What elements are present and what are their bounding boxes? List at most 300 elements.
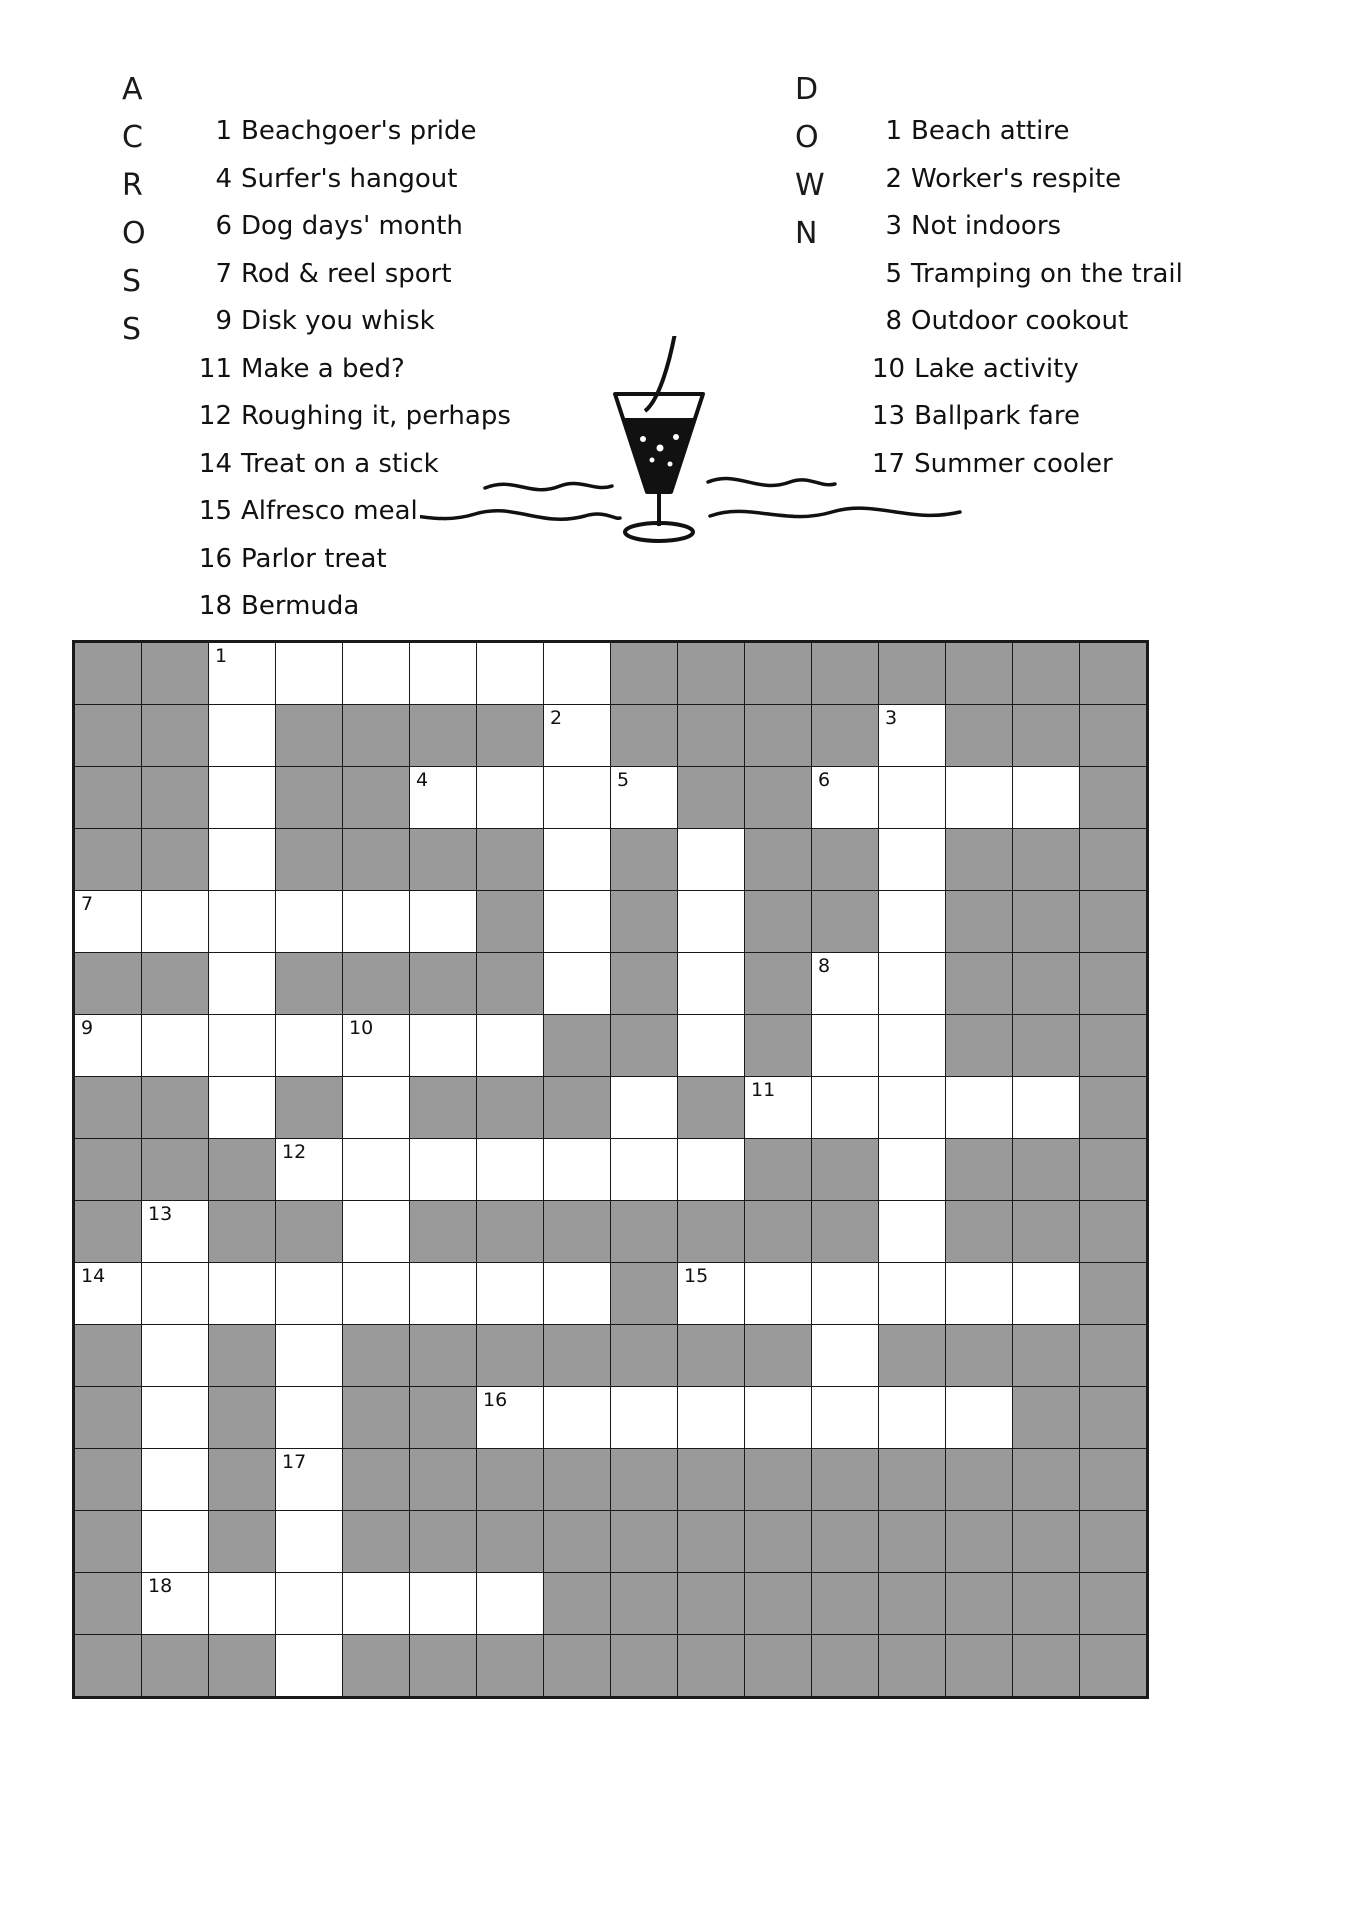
- clues-section: [0, 46, 1350, 621]
- clue-text: Treat on a stick: [241, 448, 439, 479]
- grid-open-cell[interactable]: [276, 1573, 343, 1635]
- grid-block-cell: [276, 705, 343, 767]
- grid-block-cell: [1013, 1139, 1080, 1201]
- across-heading-letter: C: [122, 120, 144, 155]
- grid-open-cell[interactable]: [142, 891, 209, 953]
- clue-across-11[interactable]: [198, 346, 668, 394]
- grid-open-cell[interactable]: [142, 1263, 209, 1325]
- grid-block-cell: [812, 643, 879, 705]
- grid-open-cell[interactable]: [745, 1263, 812, 1325]
- grid-open-cell[interactable]: [678, 1263, 745, 1325]
- grid-row: [75, 1387, 1147, 1449]
- grid-open-cell[interactable]: [1013, 767, 1080, 829]
- grid-open-cell[interactable]: [276, 1635, 343, 1697]
- clue-across-18[interactable]: [198, 583, 668, 631]
- grid-block-cell: [1013, 643, 1080, 705]
- grid-open-cell[interactable]: [946, 767, 1013, 829]
- grid-open-cell[interactable]: [879, 891, 946, 953]
- grid-cell-number: 9: [81, 1017, 94, 1039]
- grid-open-cell[interactable]: [410, 643, 477, 705]
- grid-row: [75, 705, 1147, 767]
- grid-open-cell[interactable]: [75, 1015, 142, 1077]
- grid-block-cell: [1013, 1635, 1080, 1697]
- grid-open-cell[interactable]: [343, 891, 410, 953]
- grid-block-cell: [343, 1511, 410, 1573]
- grid-block-cell: [142, 643, 209, 705]
- grid-open-cell[interactable]: [745, 1387, 812, 1449]
- grid-block-cell: [410, 1201, 477, 1263]
- grid-open-cell[interactable]: [477, 1573, 544, 1635]
- grid-block-cell: [745, 1325, 812, 1387]
- grid-open-cell[interactable]: [879, 829, 946, 891]
- grid-open-cell[interactable]: [410, 1573, 477, 1635]
- clue-across-12[interactable]: [198, 393, 668, 441]
- grid-block-cell: [745, 891, 812, 953]
- grid-block-cell: [1080, 829, 1147, 891]
- grid-block-cell: [544, 1201, 611, 1263]
- grid-row: [75, 829, 1147, 891]
- clue-number: 18: [198, 591, 232, 621]
- grid-block-cell: [611, 891, 678, 953]
- clue-across-14[interactable]: [198, 441, 668, 489]
- grid-block-cell: [209, 1511, 276, 1573]
- grid-block-cell: [611, 1325, 678, 1387]
- grid-open-cell[interactable]: [812, 767, 879, 829]
- grid-cell-number: 12: [282, 1141, 307, 1163]
- grid-block-cell: [745, 1201, 812, 1263]
- grid-block-cell: [946, 1573, 1013, 1635]
- across-clue-list: [198, 108, 668, 631]
- grid-block-cell: [75, 829, 142, 891]
- grid-open-cell[interactable]: [678, 1387, 745, 1449]
- grid-open-cell[interactable]: [142, 1015, 209, 1077]
- clue-down-8[interactable]: [872, 298, 1292, 346]
- grid-open-cell[interactable]: [611, 1077, 678, 1139]
- grid-block-cell: [343, 705, 410, 767]
- grid-block-cell: [276, 1077, 343, 1139]
- crossword-grid-table[interactable]: [74, 642, 1147, 1697]
- grid-open-cell[interactable]: [209, 829, 276, 891]
- clue-text: Beachgoer's pride: [241, 116, 477, 146]
- grid-block-cell: [142, 1077, 209, 1139]
- clue-text: Outdoor cookout: [911, 306, 1129, 336]
- grid-open-cell[interactable]: [209, 1573, 276, 1635]
- grid-block-cell: [477, 829, 544, 891]
- grid-open-cell[interactable]: [946, 1263, 1013, 1325]
- clue-number: 6: [215, 211, 232, 241]
- grid-open-cell[interactable]: [209, 1015, 276, 1077]
- clue-text: Summer cooler: [914, 448, 1113, 479]
- clue-down-5[interactable]: [872, 251, 1292, 299]
- clue-number: 8: [885, 306, 902, 336]
- grid-open-cell[interactable]: [812, 1077, 879, 1139]
- grid-open-cell[interactable]: [1013, 1077, 1080, 1139]
- grid-open-cell[interactable]: [142, 1511, 209, 1573]
- grid-cell-number: 11: [751, 1079, 776, 1101]
- grid-row: [75, 1077, 1147, 1139]
- grid-block-cell: [75, 1573, 142, 1635]
- grid-open-cell[interactable]: [142, 1449, 209, 1511]
- grid-cell-number: 16: [483, 1389, 508, 1411]
- grid-block-cell: [879, 1573, 946, 1635]
- grid-open-cell[interactable]: [477, 1015, 544, 1077]
- grid-open-cell[interactable]: [75, 1263, 142, 1325]
- grid-cell-number: 18: [148, 1575, 173, 1597]
- grid-block-cell: [410, 1511, 477, 1573]
- grid-open-cell[interactable]: [544, 1263, 611, 1325]
- grid-cell-number: 4: [416, 769, 429, 791]
- grid-row: [75, 1015, 1147, 1077]
- grid-block-cell: [75, 1635, 142, 1697]
- clue-across-15[interactable]: [198, 488, 668, 536]
- grid-block-cell: [75, 767, 142, 829]
- grid-block-cell: [812, 891, 879, 953]
- grid-open-cell[interactable]: [209, 767, 276, 829]
- grid-block-cell: [142, 953, 209, 1015]
- grid-block-cell: [477, 705, 544, 767]
- clue-text: Rod & reel sport: [241, 258, 452, 289]
- clue-number: 1: [215, 116, 232, 146]
- grid-block-cell: [544, 1015, 611, 1077]
- grid-open-cell[interactable]: [477, 1139, 544, 1201]
- down-heading-letter: W: [795, 168, 826, 203]
- grid-open-cell[interactable]: [209, 1263, 276, 1325]
- grid-open-cell[interactable]: [410, 891, 477, 953]
- grid-open-cell[interactable]: [812, 953, 879, 1015]
- grid-open-cell[interactable]: [410, 1139, 477, 1201]
- grid-block-cell: [812, 1139, 879, 1201]
- grid-block-cell: [1080, 1449, 1147, 1511]
- grid-open-cell[interactable]: [343, 1201, 410, 1263]
- grid-block-cell: [745, 1511, 812, 1573]
- grid-block-cell: [209, 1201, 276, 1263]
- grid-block-cell: [544, 1449, 611, 1511]
- grid-open-cell[interactable]: [812, 1263, 879, 1325]
- clue-down-1[interactable]: [872, 108, 1292, 156]
- grid-block-cell: [946, 953, 1013, 1015]
- grid-open-cell[interactable]: [544, 891, 611, 953]
- clue-across-1[interactable]: [198, 108, 668, 156]
- grid-block-cell: [410, 1387, 477, 1449]
- clue-number: 1: [885, 116, 902, 146]
- grid-open-cell[interactable]: [209, 705, 276, 767]
- grid-open-cell[interactable]: [879, 1139, 946, 1201]
- grid-block-cell: [879, 643, 946, 705]
- grid-open-cell[interactable]: [477, 643, 544, 705]
- grid-block-cell: [477, 1635, 544, 1697]
- grid-block-cell: [611, 829, 678, 891]
- grid-open-cell[interactable]: [142, 1201, 209, 1263]
- grid-open-cell[interactable]: [812, 1015, 879, 1077]
- crossword-grid[interactable]: [72, 640, 1149, 1699]
- grid-block-cell: [745, 705, 812, 767]
- clue-across-6[interactable]: [198, 203, 668, 251]
- grid-block-cell: [745, 767, 812, 829]
- grid-open-cell[interactable]: [477, 767, 544, 829]
- clue-number: 4: [215, 163, 232, 194]
- grid-block-cell: [142, 829, 209, 891]
- grid-block-cell: [1013, 953, 1080, 1015]
- grid-block-cell: [75, 1511, 142, 1573]
- grid-block-cell: [1013, 1387, 1080, 1449]
- grid-block-cell: [276, 829, 343, 891]
- grid-block-cell: [544, 1573, 611, 1635]
- grid-cell-number: 15: [684, 1265, 709, 1287]
- grid-open-cell[interactable]: [879, 1201, 946, 1263]
- grid-block-cell: [611, 705, 678, 767]
- grid-block-cell: [1013, 829, 1080, 891]
- clue-down-17[interactable]: [872, 441, 1292, 489]
- grid-cell-number: 2: [550, 707, 563, 729]
- clue-number: 7: [215, 258, 232, 289]
- grid-row: [75, 1263, 1147, 1325]
- grid-block-cell: [745, 1635, 812, 1697]
- across-heading-letter: R: [122, 168, 144, 203]
- grid-open-cell[interactable]: [276, 643, 343, 705]
- grid-open-cell[interactable]: [946, 1077, 1013, 1139]
- across-heading-letter: S: [122, 312, 143, 347]
- grid-block-cell: [678, 643, 745, 705]
- grid-open-cell[interactable]: [812, 1387, 879, 1449]
- grid-open-cell[interactable]: [812, 1325, 879, 1387]
- grid-block-cell: [1013, 1511, 1080, 1573]
- grid-open-cell[interactable]: [879, 953, 946, 1015]
- grid-open-cell[interactable]: [209, 643, 276, 705]
- grid-block-cell: [410, 1325, 477, 1387]
- grid-row: [75, 1139, 1147, 1201]
- grid-row: [75, 953, 1147, 1015]
- grid-open-cell[interactable]: [410, 767, 477, 829]
- grid-block-cell: [946, 1015, 1013, 1077]
- clue-text: Ballpark fare: [914, 401, 1080, 431]
- clue-text: Make a bed?: [241, 353, 405, 384]
- grid-block-cell: [209, 1449, 276, 1511]
- clue-text: Beach attire: [911, 116, 1070, 146]
- clue-across-9[interactable]: [198, 298, 668, 346]
- grid-open-cell[interactable]: [276, 1449, 343, 1511]
- grid-block-cell: [477, 953, 544, 1015]
- grid-open-cell[interactable]: [209, 953, 276, 1015]
- grid-open-cell[interactable]: [879, 1263, 946, 1325]
- grid-open-cell[interactable]: [276, 1263, 343, 1325]
- grid-block-cell: [745, 643, 812, 705]
- grid-row: [75, 1201, 1147, 1263]
- grid-block-cell: [678, 767, 745, 829]
- grid-open-cell[interactable]: [879, 767, 946, 829]
- grid-open-cell[interactable]: [544, 829, 611, 891]
- grid-block-cell: [477, 891, 544, 953]
- grid-block-cell: [678, 1635, 745, 1697]
- grid-block-cell: [544, 1511, 611, 1573]
- grid-block-cell: [611, 1201, 678, 1263]
- grid-open-cell[interactable]: [477, 1263, 544, 1325]
- grid-block-cell: [678, 1511, 745, 1573]
- clue-down-13[interactable]: [872, 393, 1292, 441]
- grid-block-cell: [142, 1139, 209, 1201]
- grid-open-cell[interactable]: [343, 1139, 410, 1201]
- grid-block-cell: [142, 1635, 209, 1697]
- grid-block-cell: [946, 1449, 1013, 1511]
- grid-open-cell[interactable]: [142, 1573, 209, 1635]
- clue-text: Roughing it, perhaps: [241, 401, 511, 431]
- down-heading: [795, 66, 855, 258]
- grid-block-cell: [75, 1387, 142, 1449]
- grid-block-cell: [1013, 891, 1080, 953]
- clue-number: 10: [872, 353, 906, 384]
- grid-open-cell[interactable]: [544, 767, 611, 829]
- grid-block-cell: [678, 1449, 745, 1511]
- grid-block-cell: [745, 953, 812, 1015]
- grid-block-cell: [745, 1449, 812, 1511]
- grid-block-cell: [75, 1201, 142, 1263]
- clue-down-2[interactable]: [872, 156, 1292, 204]
- grid-block-cell: [75, 1449, 142, 1511]
- grid-open-cell[interactable]: [611, 767, 678, 829]
- grid-open-cell[interactable]: [276, 1325, 343, 1387]
- grid-open-cell[interactable]: [276, 1511, 343, 1573]
- clue-across-7[interactable]: [198, 251, 668, 299]
- grid-block-cell: [1080, 1511, 1147, 1573]
- grid-open-cell[interactable]: [544, 705, 611, 767]
- grid-block-cell: [611, 953, 678, 1015]
- clue-text: Bermuda: [241, 591, 360, 621]
- grid-block-cell: [879, 1325, 946, 1387]
- grid-block-cell: [611, 643, 678, 705]
- grid-block-cell: [75, 1077, 142, 1139]
- grid-block-cell: [276, 1201, 343, 1263]
- grid-open-cell[interactable]: [678, 829, 745, 891]
- grid-block-cell: [879, 1511, 946, 1573]
- grid-block-cell: [343, 1635, 410, 1697]
- grid-block-cell: [812, 705, 879, 767]
- clue-down-10[interactable]: [872, 346, 1292, 394]
- grid-open-cell[interactable]: [142, 1325, 209, 1387]
- grid-cell-number: 14: [81, 1265, 106, 1287]
- grid-open-cell[interactable]: [678, 891, 745, 953]
- grid-open-cell[interactable]: [410, 1015, 477, 1077]
- grid-block-cell: [410, 1635, 477, 1697]
- grid-block-cell: [142, 705, 209, 767]
- grid-block-cell: [1013, 1573, 1080, 1635]
- grid-block-cell: [1013, 1201, 1080, 1263]
- grid-block-cell: [477, 1511, 544, 1573]
- grid-open-cell[interactable]: [276, 1015, 343, 1077]
- grid-block-cell: [410, 953, 477, 1015]
- grid-block-cell: [879, 1635, 946, 1697]
- grid-block-cell: [410, 1077, 477, 1139]
- grid-block-cell: [1013, 1325, 1080, 1387]
- grid-block-cell: [946, 1201, 1013, 1263]
- down-heading-letter: O: [795, 120, 820, 155]
- clue-down-3[interactable]: [872, 203, 1292, 251]
- clue-number: 16: [198, 543, 232, 574]
- grid-open-cell[interactable]: [946, 1387, 1013, 1449]
- grid-open-cell[interactable]: [343, 1077, 410, 1139]
- grid-block-cell: [812, 1449, 879, 1511]
- grid-open-cell[interactable]: [745, 1077, 812, 1139]
- grid-open-cell[interactable]: [544, 643, 611, 705]
- grid-block-cell: [343, 1325, 410, 1387]
- clue-across-4[interactable]: [198, 156, 668, 204]
- grid-open-cell[interactable]: [276, 1139, 343, 1201]
- grid-open-cell[interactable]: [276, 891, 343, 953]
- clue-text: Worker's respite: [911, 163, 1122, 194]
- grid-open-cell[interactable]: [678, 1015, 745, 1077]
- clue-number: 12: [198, 401, 232, 431]
- grid-block-cell: [611, 1015, 678, 1077]
- grid-open-cell[interactable]: [611, 1387, 678, 1449]
- grid-open-cell[interactable]: [678, 953, 745, 1015]
- grid-block-cell: [812, 1573, 879, 1635]
- grid-block-cell: [812, 829, 879, 891]
- grid-block-cell: [477, 1201, 544, 1263]
- grid-open-cell[interactable]: [879, 1015, 946, 1077]
- grid-block-cell: [477, 1325, 544, 1387]
- clue-text: Tramping on the trail: [911, 258, 1183, 289]
- grid-open-cell[interactable]: [343, 1263, 410, 1325]
- grid-block-cell: [343, 953, 410, 1015]
- clue-text: Alfresco meal: [241, 496, 418, 526]
- grid-block-cell: [611, 1635, 678, 1697]
- grid-open-cell[interactable]: [879, 705, 946, 767]
- grid-block-cell: [209, 1635, 276, 1697]
- grid-block-cell: [477, 1449, 544, 1511]
- grid-open-cell[interactable]: [611, 1139, 678, 1201]
- grid-row: [75, 891, 1147, 953]
- grid-row: [75, 767, 1147, 829]
- clue-number: 2: [885, 163, 902, 194]
- grid-open-cell[interactable]: [410, 1263, 477, 1325]
- grid-open-cell[interactable]: [209, 891, 276, 953]
- grid-block-cell: [1080, 1573, 1147, 1635]
- grid-open-cell[interactable]: [343, 1015, 410, 1077]
- grid-block-cell: [410, 829, 477, 891]
- grid-open-cell[interactable]: [209, 1077, 276, 1139]
- grid-open-cell[interactable]: [343, 1573, 410, 1635]
- grid-block-cell: [75, 1139, 142, 1201]
- down-clue-list: [872, 108, 1292, 488]
- grid-block-cell: [209, 1139, 276, 1201]
- grid-open-cell[interactable]: [276, 1387, 343, 1449]
- grid-open-cell[interactable]: [544, 1139, 611, 1201]
- grid-block-cell: [142, 767, 209, 829]
- grid-open-cell[interactable]: [879, 1387, 946, 1449]
- grid-open-cell[interactable]: [142, 1387, 209, 1449]
- grid-block-cell: [1080, 1201, 1147, 1263]
- grid-cell-number: 3: [885, 707, 898, 729]
- grid-open-cell[interactable]: [75, 891, 142, 953]
- grid-block-cell: [678, 705, 745, 767]
- clue-across-16[interactable]: [198, 536, 668, 584]
- across-heading-letter: S: [122, 264, 143, 299]
- grid-open-cell[interactable]: [879, 1077, 946, 1139]
- grid-block-cell: [209, 1325, 276, 1387]
- grid-open-cell[interactable]: [544, 953, 611, 1015]
- grid-open-cell[interactable]: [343, 643, 410, 705]
- grid-open-cell[interactable]: [477, 1387, 544, 1449]
- grid-block-cell: [745, 1015, 812, 1077]
- grid-block-cell: [343, 767, 410, 829]
- grid-open-cell[interactable]: [678, 1139, 745, 1201]
- grid-block-cell: [1080, 705, 1147, 767]
- clue-number: 5: [885, 258, 902, 289]
- grid-block-cell: [678, 1325, 745, 1387]
- grid-row: [75, 1449, 1147, 1511]
- down-heading-letter: N: [795, 216, 819, 251]
- grid-cell-number: 13: [148, 1203, 173, 1225]
- grid-open-cell[interactable]: [1013, 1263, 1080, 1325]
- grid-open-cell[interactable]: [544, 1387, 611, 1449]
